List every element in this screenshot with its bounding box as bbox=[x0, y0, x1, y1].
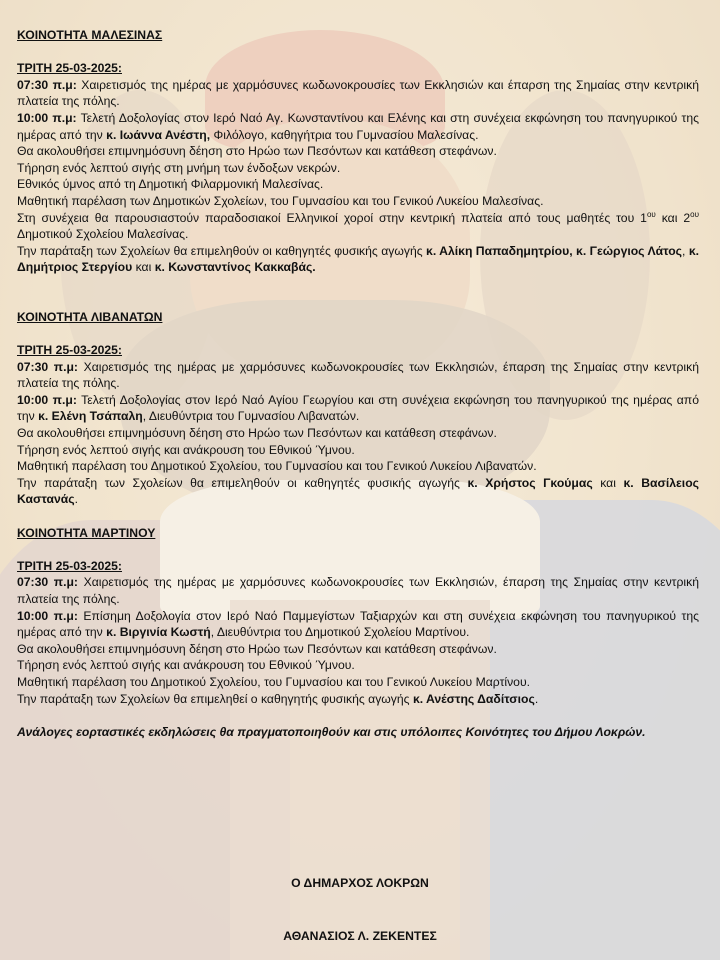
schedule-item: Θα ακολουθήσει επιμνημόσυνη δέηση στο Ηρώο των Πεσόντων και κατάθεση στεφάνων. bbox=[17, 144, 497, 159]
schedule-item: Μαθητική παρέλαση των Δημοτικών Σχολείων, του Γυμνασίου και του Γενικού Λυκείου Μαλεσίνας. bbox=[17, 193, 544, 208]
document-body bbox=[17, 27, 699, 740]
schedule-item: Τήρηση ενός λεπτού σιγής στη μνήμη των ένδοξων νεκρών. bbox=[17, 160, 341, 175]
schedule-item: Εθνικός ύμνος από τη Δημοτική Φιλαρμονική Μαλεσίνας. bbox=[17, 177, 324, 192]
section-martino bbox=[17, 525, 699, 708]
schedule-item: Θα ακολουθήσει επιμνημόσυνη δέηση στο Ηρώο των Πεσόντων και κατάθεση στεφάνων. bbox=[17, 641, 497, 656]
event-date: ΤΡΙΤΗ 25-03-2025: bbox=[17, 61, 122, 76]
closing-statement: Ανάλογες εορταστικές εκδηλώσεις θα πραγματοποιηθούν και στις υπόλοιπες Κοινότητες του Δήμου Λοκρών. bbox=[17, 724, 646, 739]
community-heading: ΚΟΙΝΟΤΗΤΑ ΜΑΛΕΣΙΝΑΣ bbox=[17, 28, 163, 42]
schedule-item: Την παράταξη των Σχολείων θα επιμεληθούν οι καθηγητές φυσικής αγωγής κ. Αλίκη Παπαδημητρίου, κ. Γεώργιος Λάτος, κ. Δημήτριος Στεργίου και κ. Κωνσταντίνος Κακκαβάς. bbox=[17, 243, 699, 275]
schedule-item: 07:30 π.μ: Χαιρετισμός της ημέρας με χαρμόσυνες κωδωνοκρουσίες των Εκκλησιών και έπαρση της Σημαίας στην κεντρική πλατεία της πόλης. bbox=[17, 77, 699, 109]
community-heading: ΚΟΙΝΟΤΗΤΑ ΛΙΒΑΝΑΤΩΝ bbox=[17, 309, 163, 324]
schedule-item: Στη συνέχεια θα παρουσιαστούν παραδοσιακοί Ελληνικοί χοροί στην κεντρική πλατεία από τους μαθητές του $1^{o\upsilon}$ και $2^{o\upsilon}$ Δημοτικού Σχολείου Μαλεσίνας. bbox=[17, 209, 699, 242]
schedule-item: Τήρηση ενός λεπτού σιγής και ανάκρουση του Εθνικού Ύμνου. bbox=[17, 442, 355, 457]
schedule-item: Την παράταξη των Σχολείων θα επιμεληθεί ο καθηγητής φυσικής αγωγής κ. Ανέστης Δαδίτσιος. bbox=[17, 691, 539, 706]
section-livanates bbox=[17, 309, 699, 508]
event-date: ΤΡΙΤΗ 25-03-2025: bbox=[17, 343, 122, 358]
schedule-item: 07:30 π.μ: Χαιρετισμός της ημέρας με χαρμόσυνες κωδωνοκρουσίες των Εκκλησιών, έπαρση της Σημαίας στην κεντρική πλατεία της πόλης. bbox=[17, 575, 699, 606]
schedule-item: 10:00 π.μ: Επίσημη Δοξολογία στον Ιερό Ναό Παμμεγίστων Ταξιαρχών και στη συνέχεια εκφώνηση του πανηγυρικού της ημέρας από την κ. Βιργινία Κωστή, Διευθύντρια του Δημοτικού Σχολείου Μαρτίνου. bbox=[17, 608, 699, 640]
event-date: ΤΡΙΤΗ 25-03-2025: bbox=[17, 558, 122, 573]
schedule-item: Τήρηση ενός λεπτού σιγής και ανάκρουση του Εθνικού Ύμνου. bbox=[17, 658, 355, 673]
schedule-item: Θα ακολουθήσει επιμνημόσυνη δέηση στο Ηρώο των Πεσόντων και κατάθεση στεφάνων. bbox=[17, 426, 497, 441]
schedule-item: Μαθητική παρέλαση του Δημοτικού Σχολείου, του Γυμνασίου και του Γενικού Λυκείου Μαρτίνου. bbox=[17, 674, 531, 689]
schedule-item: Μαθητική παρέλαση του Δημοτικού Σχολείου, του Γυμνασίου και του Γενικού Λυκείου Λιβανατών. bbox=[17, 459, 537, 474]
community-heading: ΚΟΙΝΟΤΗΤΑ ΜΑΡΤΙΝΟΥ bbox=[17, 525, 156, 540]
schedule-item: Την παράταξη των Σχολείων θα επιμεληθούν οι καθηγητές φυσικής αγωγής κ. Χρήστος Γκούμας και κ. Βασίλειος Καστανάς. bbox=[17, 475, 699, 507]
signature-name: ΑΘΑΝΑΣΙΟΣ Λ. ΖΕΚΕΝΤΕΣ bbox=[283, 929, 437, 943]
schedule-item: 10:00 π.μ: Τελετή Δοξολογίας στον Ιερό Ναό Αγίου Γεωργίου και στη συνέχεια εκφώνηση του πανηγυρικού της ημέρας από την κ. Ελένη Τσάπαλη, Διευθύντρια του Γυμνασίου Λιβανατών. bbox=[17, 392, 699, 424]
signature-title: Ο ΔΗΜΑΡΧΟΣ ΛΟΚΡΩΝ bbox=[291, 876, 429, 890]
section-malesina bbox=[17, 27, 699, 276]
schedule-item: 10:00 π.μ: Τελετή Δοξολογίας στον Ιερό Ναό Αγ. Κωνσταντίνου και Ελένης και στη συνέχεια εκφώνηση του πανηγυρικού της ημέρας από την κ. Ιωάννα Ανέστη, Φιλόλογο, καθηγήτρια του Γυμνασίου Μαλεσίνας. bbox=[17, 110, 699, 142]
schedule-item: 07:30 π.μ: Χαιρετισμός της ημέρας με χαρμόσυνες κωδωνοκρουσίες των Εκκλησιών, έπαρση της Σημαίας στην κεντρική πλατεία της πόλης. bbox=[17, 359, 699, 391]
